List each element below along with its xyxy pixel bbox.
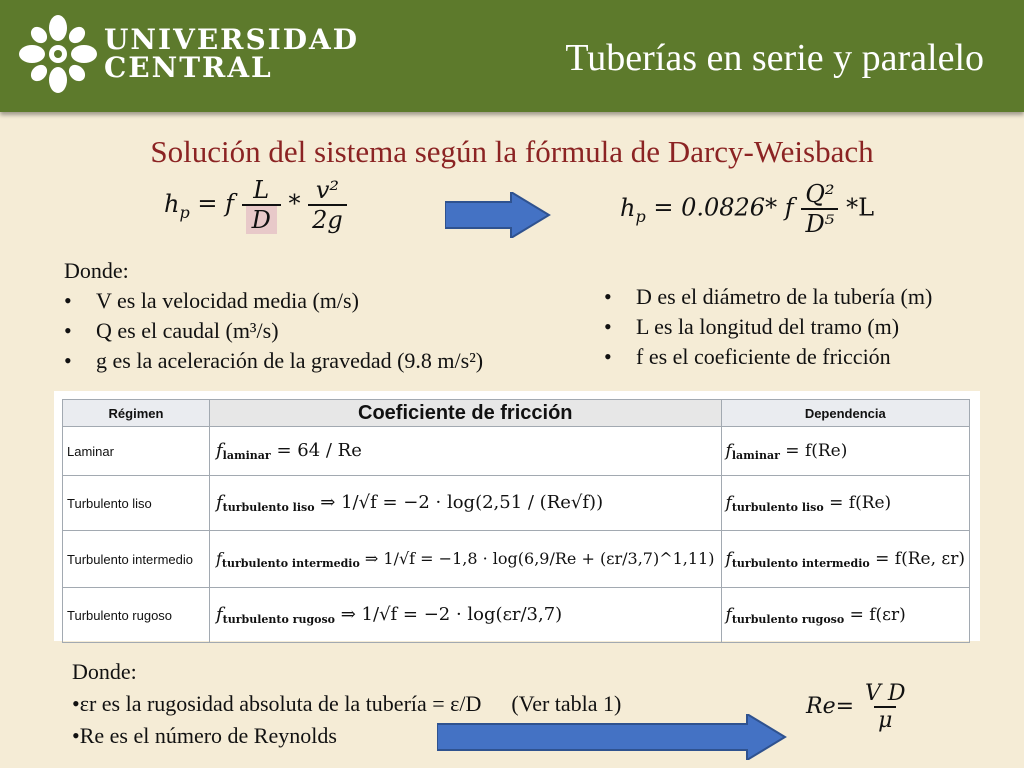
donde-bottom-heading: Donde: xyxy=(72,659,137,684)
table-row xyxy=(63,427,970,476)
v2-over-2g-fraction: $\frac{\text{v²}}{2g}$ xyxy=(308,176,347,234)
regimen-cell: Turbulento liso xyxy=(63,476,210,531)
header-coeficiente: Coeficiente de fricción xyxy=(210,400,722,427)
q2-over-d5-fraction: $\frac{\text{Q²}}{\text{D⁵}}$ xyxy=(801,180,838,238)
brand-line-2: CENTRAL xyxy=(104,51,273,84)
right-arrow-bottom-icon xyxy=(437,714,789,760)
equals-f: = f xyxy=(197,189,234,218)
university-logo-icon xyxy=(18,14,98,94)
hp-symbol: $h_p$ xyxy=(164,189,190,222)
times-l: *L xyxy=(846,193,875,222)
reynolds-formula: Re= $\frac{\text{V D}}{\mu}$ xyxy=(806,681,910,733)
times-sign: * xyxy=(288,189,301,218)
dependency-cell: $f_{turbulento intermedio} = f(Re$, εr) xyxy=(721,531,969,588)
header-dependencia: Dependencia xyxy=(721,400,969,427)
header-regimen: Régimen xyxy=(63,400,210,427)
formula-cell: $f_{turbulento liso}$ ⇒ 1/√f = −2 · log(2,51 / (Re√f)) xyxy=(210,476,722,531)
dependency-cell: $f_{laminar} = f(Re)$ xyxy=(721,427,969,476)
donde-left-block xyxy=(64,256,483,376)
friction-table-container xyxy=(54,391,980,641)
table-header-row xyxy=(63,400,970,427)
list-item: • V es la velocidad media (m/s) xyxy=(64,286,483,316)
dependency-cell: $f_{turbulento liso} = f(Re)$ xyxy=(721,476,969,531)
dependency-cell: $f_{turbulento rugoso} = f(\varepsilon r)$ xyxy=(721,588,969,643)
list-item: • L es la longitud del tramo (m) xyxy=(604,312,932,342)
formula-cell: $f_{turbulento rugoso}$ ⇒ 1/√f = −2 · log(εr/3,7) xyxy=(210,588,722,643)
right-arrow-icon xyxy=(445,192,551,238)
darcy-formula xyxy=(164,176,347,234)
regimen-cell: Turbulento intermedio xyxy=(63,531,210,588)
formula-cell: $f_{turbulento intermedio}$ ⇒ 1/√f = −1,8 · log(6,9/Re + (εr/3,7)^1,11) xyxy=(210,531,722,588)
formula-cell: $f_{laminar} = 64 / Re$ xyxy=(210,427,722,476)
friction-table xyxy=(62,399,970,643)
list-item: • D es el diámetro de la tubería (m) xyxy=(604,282,932,312)
regimen-cell: Turbulento rugoso xyxy=(63,588,210,643)
list-item: • Q es el caudal (m³/s) xyxy=(64,316,483,346)
vd-over-mu-fraction: $\frac{\text{V D}}{\mu}$ xyxy=(865,681,906,733)
university-name xyxy=(104,23,360,84)
table-row xyxy=(63,531,970,588)
brand-line-1: UNIVERSIDAD xyxy=(104,23,360,56)
section-subtitle: Solución del sistema según la fórmula de Darcy-Weisbach xyxy=(150,134,874,169)
regimen-cell: Laminar xyxy=(63,427,210,476)
slide-title: Tuberías en serie y paralelo xyxy=(565,37,984,79)
donde-heading: Donde: xyxy=(64,258,129,283)
hp-symbol-right: $h_p$ xyxy=(620,193,646,226)
list-item: • g es la aceleración de la gravedad (9.8 m/s²) xyxy=(64,346,483,376)
simplified-formula xyxy=(620,180,874,238)
donde-right-block xyxy=(604,282,932,372)
rugosity-line: •εr es la rugosidad absoluta de la tubería = ε/D (Ver tabla 1) xyxy=(72,691,622,716)
l-over-d-fraction: $\frac{L}{D}$ xyxy=(242,176,281,234)
list-item: • f es el coeficiente de fricción xyxy=(604,342,932,372)
coefficient: = 0.0826* f xyxy=(653,193,794,222)
table-row xyxy=(63,476,970,531)
table-row xyxy=(63,588,970,643)
table-reference: (Ver tabla 1) xyxy=(511,691,622,716)
reynolds-line: •Re es el número de Reynolds xyxy=(72,723,337,748)
header-bar xyxy=(0,0,1024,112)
